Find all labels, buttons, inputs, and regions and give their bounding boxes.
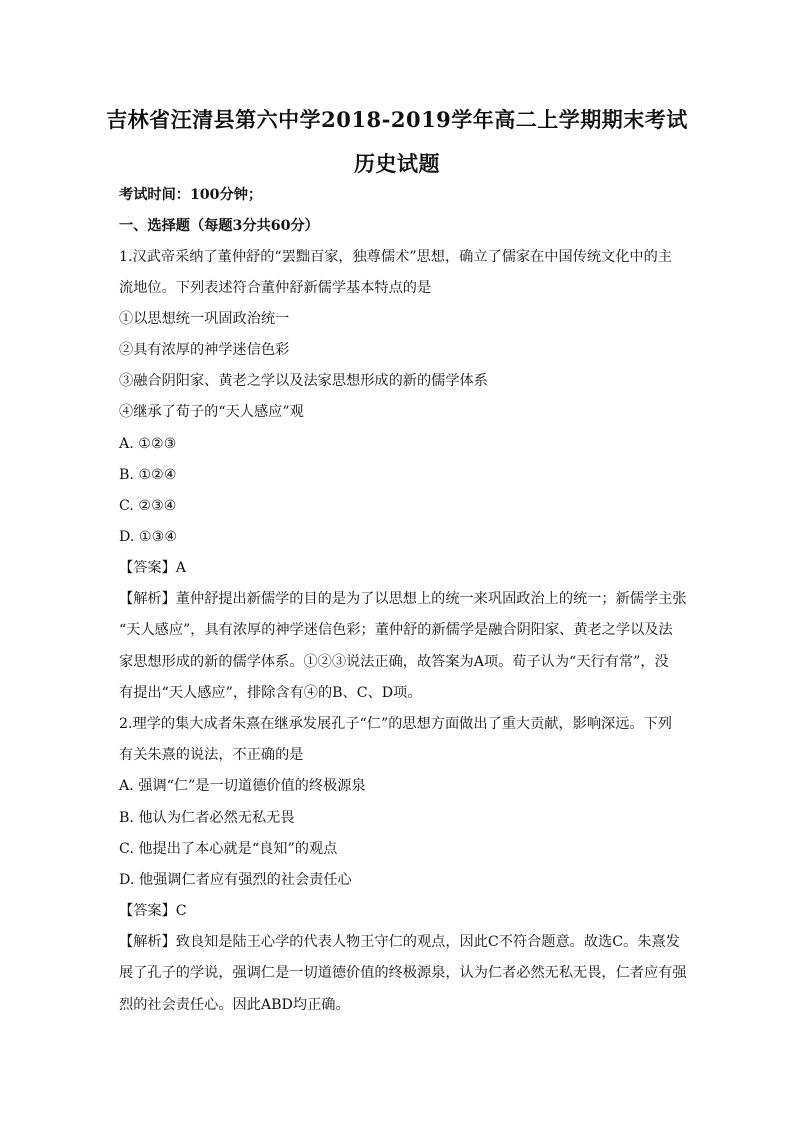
q2-explanation-line1: 【解析】致良知是陆王心学的代表人物王守仁的观点，因此C不符合题意。故选C。朱熹发 [119, 934, 680, 950]
q2-option-d: D. 他强调仁者应有强烈的社会责任心 [119, 872, 352, 888]
q2-stem-line2: 有关朱熹的说法，不正确的是 [119, 747, 304, 763]
q1-option-b: B. ①②④ [119, 467, 177, 483]
q1-stem-line1: 1.汉武帝采纳了董仲舒的“罢黜百家，独尊儒术”思想，确立了儒家在中国传统文化中的主 [119, 249, 672, 265]
q2-option-b: B. 他认为仁者必然无私无畏 [119, 810, 295, 826]
exam-time: 考试时间：100分钟； [119, 187, 263, 203]
section-heading: 一、选择题（每题3分共60分） [119, 218, 319, 234]
q1-item-1: ①以思想统一巩固政治统一 [119, 311, 290, 327]
q1-answer: 【答案】A [119, 560, 186, 576]
q1-item-4: ④继承了荀子的“天人感应”观 [119, 404, 304, 420]
q1-stem-line2: 流地位。下列表述符合董仲舒新儒学基本特点的是 [119, 280, 432, 296]
q2-explanation-line3: 烈的社会责任心。因此ABD均正确。 [119, 997, 350, 1013]
q2-explanation-line2: 展了孔子的学说，强调仁是一切道德价值的终极源泉，认为仁者必然无私无畏，仁者应有强 [119, 965, 687, 981]
q2-answer: 【答案】C [119, 903, 187, 919]
q1-explanation-line2: “天人感应”，具有浓厚的神学迷信色彩；董仲舒的新儒学是融合阴阳家、黄老之学以及法 [119, 622, 673, 638]
q1-item-3: ③融合阴阳家、黄老之学以及法家思想形成的新的儒学体系 [119, 373, 488, 389]
document-title: 吉林省汪清县第六中学2018-2019学年高二上学期期末考试 [106, 107, 688, 132]
q1-option-c: C. ②③④ [119, 498, 177, 514]
q1-explanation-line4: 有提出“天人感应”，排除含有④的B、C、D项。 [119, 685, 422, 701]
q2-option-a: A. 强调“仁”是一切道德价值的终极源泉 [119, 778, 366, 794]
q2-option-c: C. 他提出了本心就是“良知”的观点 [119, 841, 338, 857]
q1-option-a: A. ①②③ [119, 436, 177, 452]
q2-stem-line1: 2.理学的集大成者朱熹在继承发展孔子“仁”的思想方面做出了重大贡献，影响深远。下列 [119, 716, 672, 732]
q1-item-2: ②具有浓厚的神学迷信色彩 [119, 342, 290, 358]
q1-explanation-line3: 家思想形成的新的儒学体系。①②③说法正确，故答案为A项。荀子认为“天行有常”，没 [119, 654, 669, 670]
q1-option-d: D. ①③④ [119, 529, 178, 545]
q1-explanation-line1: 【解析】董仲舒提出新儒学的目的是为了以思想上的统一来巩固政治上的统一；新儒学主张 [119, 591, 687, 607]
document-subtitle: 历史试题 [354, 151, 440, 176]
